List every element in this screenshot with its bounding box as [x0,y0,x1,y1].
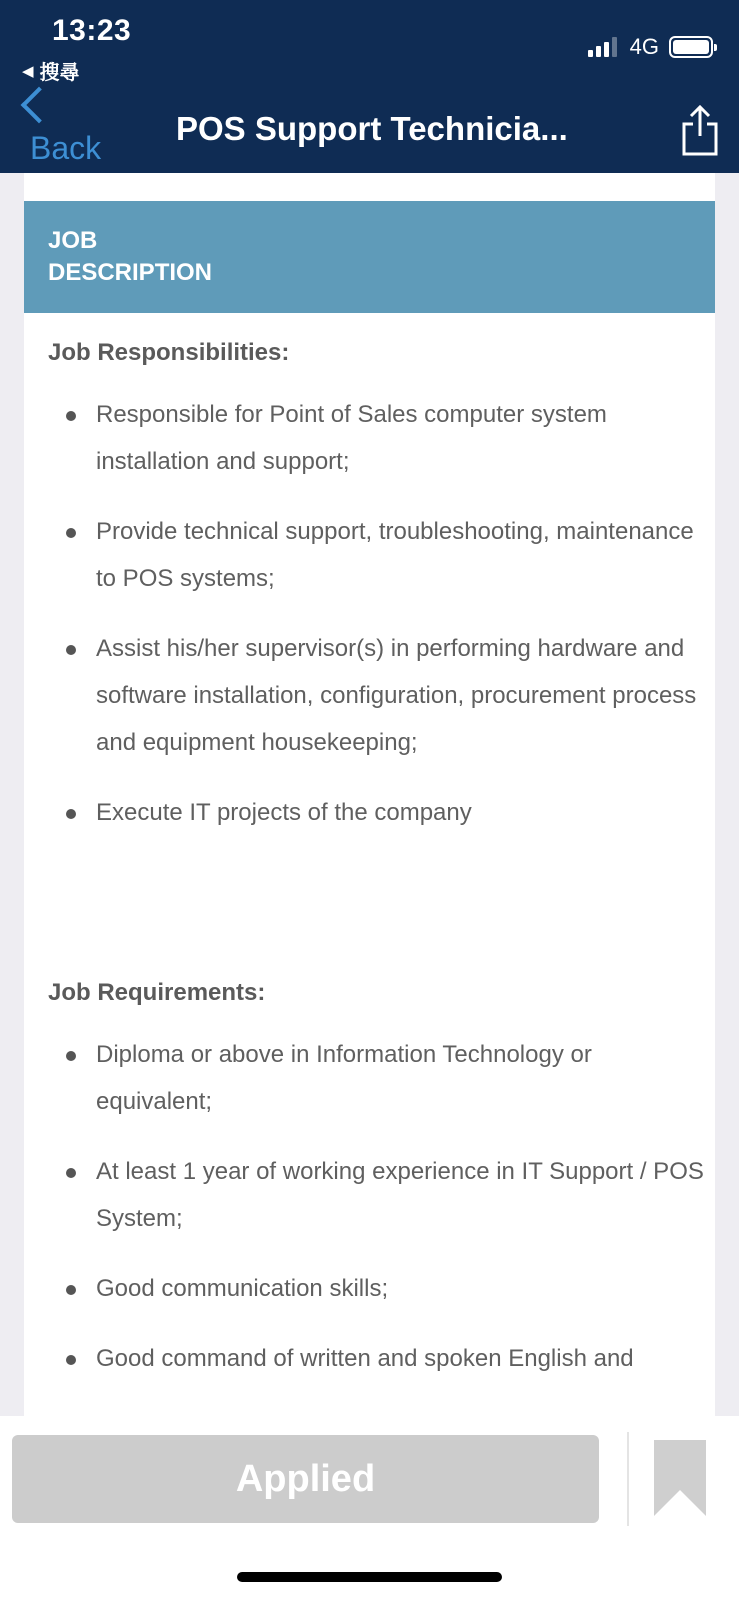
bookmark-icon [652,1440,708,1516]
battery-icon [669,36,713,58]
home-indicator[interactable] [237,1572,502,1582]
status-time: 13:23 [52,14,132,47]
list-item: Responsible for Point of Sales computer system installation and support; [48,391,708,485]
list-item: Execute IT projects of the company [48,789,708,836]
chevron-left-icon [21,87,58,124]
app-header [0,0,739,173]
section-title-line2: DESCRIPTION [48,259,213,286]
network-type: 4G [629,34,659,59]
status-back-to-app[interactable] [22,56,80,85]
share-icon [680,104,720,156]
bookmark-button[interactable] [652,1440,708,1516]
section-header-job-description [24,201,715,313]
requirements-heading: Job Requirements: [48,979,266,1006]
section-title-line1: JOB [48,227,98,254]
list-item: Diploma or above in Information Technology or equivalent; [48,1031,708,1125]
back-label: Back [30,130,102,166]
share-button[interactable] [680,104,720,156]
list-item: Good command of written and spoken English and [48,1335,708,1382]
job-detail-card [24,173,715,1416]
status-back-app-label: 搜尋 [39,62,80,84]
list-item: Provide technical support, troubleshooting, maintenance to POS systems; [48,508,708,602]
applied-button[interactable]: Applied [12,1435,599,1523]
spacer [48,859,708,979]
requirements-list [48,1031,708,1382]
cellular-signal-icon [588,37,620,57]
responsibilities-heading: Job Responsibilities: [48,339,290,366]
page-title: POS Support Technicia... [176,110,568,147]
status-indicators [588,34,713,60]
responsibilities-list [48,391,708,836]
list-item: Good communication skills; [48,1265,708,1312]
back-button[interactable] [18,86,128,166]
divider [627,1432,629,1526]
back-triangle-icon: ◀ [22,62,34,80]
list-item: Assist his/her supervisor(s) in performing hardware and software installation, configuration, procurement process and equipment housekeeping; [48,625,708,766]
list-item: At least 1 year of working experience in IT Support / POS System; [48,1148,708,1242]
job-description-content [48,339,708,1405]
